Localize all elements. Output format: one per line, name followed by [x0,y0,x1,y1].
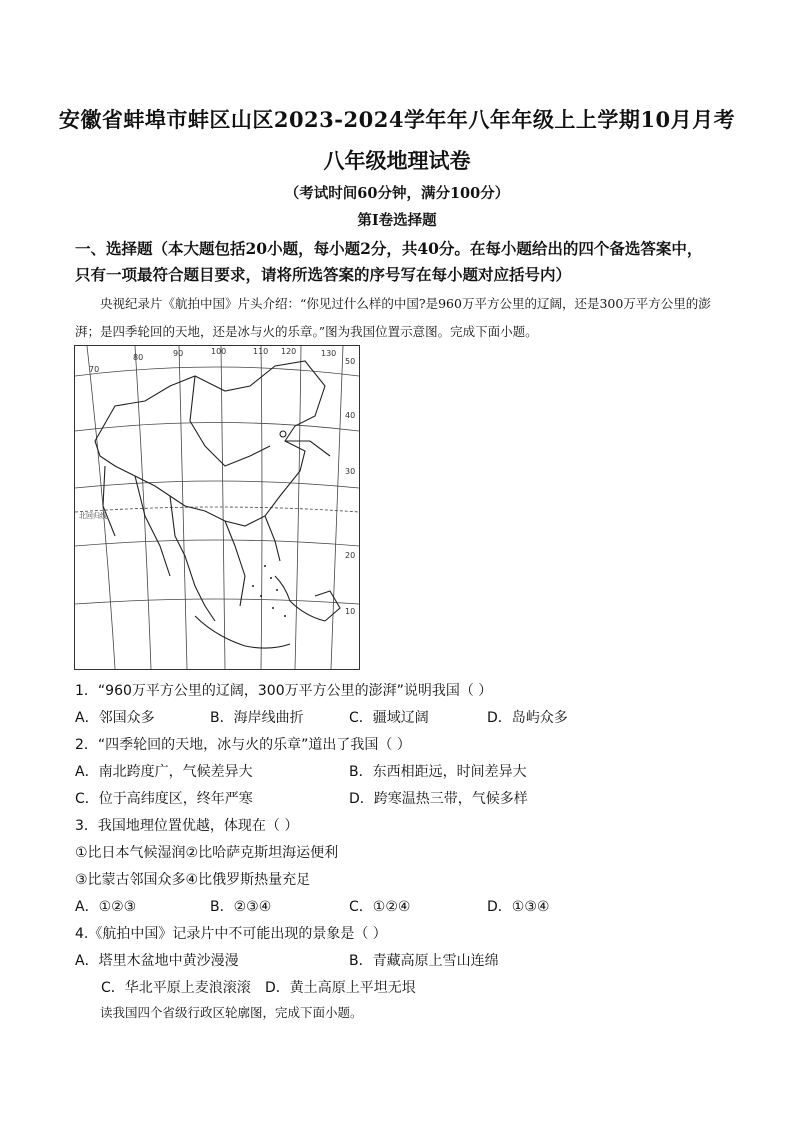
lon-label-100: 100 [211,347,227,356]
question-3-option-c[interactable]: C．①②④ [349,899,411,915]
tropic-of-cancer-label: 北回归线 [79,512,107,520]
question-1-option-c[interactable]: C．疆域辽阔 [349,710,429,726]
south-sea-islands [252,565,286,617]
question-2-option-b[interactable]: B．东西相距远，时间差异大 [349,764,527,780]
question-3-option-d[interactable]: D．①③④ [487,899,550,915]
capital-marker [280,431,286,437]
question-3-option-a[interactable]: A．①②③ [75,899,137,915]
lon-label-130: 130 [321,349,337,358]
question-1-option-d[interactable]: D．岛屿众多 [487,710,568,726]
exam-title-line1: 安徽省蚌埠市蚌区山区2023-2024学年年八年年级上上学期10月月考 [58,107,736,132]
lon-label-120: 120 [281,347,297,356]
question-3-stem: 3．我国地理位置优越，体现在（ ） [75,818,299,834]
exam-duration: （考试时间60分钟，满分100分） [284,185,510,202]
lat-label-20: 20 [345,551,356,560]
boundaries [95,361,340,648]
question-4-option-c[interactable]: C．华北平原上麦浪滚滚 [101,980,251,996]
question-3-option-b[interactable]: B．②③④ [210,899,272,915]
lon-label-70: 70 [89,365,100,374]
question-1-option-a[interactable]: A．邻国众多 [75,710,155,726]
question-4-stem: 4.《航拍中国》记录片中不可能出现的景象是（ ） [75,926,387,942]
section-heading: 第Ⅰ卷选择题 [357,212,437,229]
lat-label-30: 30 [345,467,356,476]
graticule [75,346,359,669]
instructions-line2: 只有一项最符合题目要求，请将所选答案的序号写在每小题对应括号内） [75,265,572,284]
question-1-stem: 1．“960万平方公里的辽阔，300万平方公里的澎湃”说明我国（ ） [75,683,493,699]
lat-label-50: 50 [345,357,356,366]
question-2-option-c[interactable]: C．位于高纬度区，终年严寒 [75,791,253,807]
question-4-option-b[interactable]: B．青藏高原上雪山连绵 [349,953,499,969]
next-group-intro: 读我国四个省级行政区轮廓图，完成下面小题。 [100,1005,363,1020]
lat-label-10: 10 [345,607,356,616]
china-location-map [74,345,360,670]
question-intro: 央视纪录片《航拍中国》片头介绍：“你见过什么样的中国?是960万平方公里的辽阔，还是300万平方公里的澎湃；是四季轮回的天地，还是冰与火的乐章。”图为我国位置示意图。完成下面小题。 [75,296,711,339]
lon-label-80: 80 [133,353,144,362]
question-3-statements-2: ③比蒙古邻国众多④比俄罗斯热量充足 [75,872,311,888]
question-3-statements-1: ①比日本气候湿润②比哈萨克斯坦海运便利 [75,845,339,861]
map-figure [75,346,359,669]
instructions-line1: 一、选择题（本大题包括20小题，每小题2分，共40分。在每小题给出的四个备选答案中， [75,239,703,258]
question-4-option-a[interactable]: A．塔里木盆地中黄沙漫漫 [75,953,239,969]
lon-label-110: 110 [253,347,269,356]
exam-title-line2: 八年级地理试卷 [323,148,471,173]
question-4-option-d[interactable]: D．黄土高原上平坦无垠 [265,980,416,996]
question-2-option-a[interactable]: A．南北跨度广，气候差异大 [75,764,253,780]
question-2-option-d[interactable]: D．跨寒温热三带，气候多样 [349,791,528,807]
instructions [75,236,735,288]
question-2-stem: 2．“四季轮回的天地，冰与火的乐章”道出了我国（ ） [75,737,411,753]
lon-label-90: 90 [173,349,184,358]
question-1-option-b[interactable]: B．海岸线曲折 [210,710,304,726]
lat-label-40: 40 [345,411,356,420]
